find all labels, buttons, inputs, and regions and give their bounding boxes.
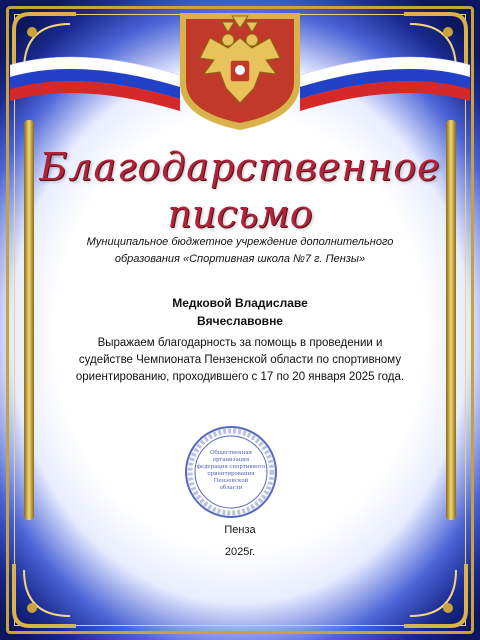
seal-text-line: области <box>219 485 243 491</box>
coat-of-arms-icon <box>170 8 310 133</box>
city-label: Пенза <box>224 524 256 536</box>
certificate-title-line1: Благодарственное <box>39 145 441 189</box>
recipient-name-line1: Медковой Владиславе <box>172 296 308 310</box>
corner-ornament <box>400 560 470 630</box>
seal-text-line: организация <box>212 457 250 463</box>
round-stamp-icon <box>183 424 279 520</box>
recipient-name-line2: Вячеславовне <box>197 314 283 328</box>
seal-text-line: федерация спортивного <box>196 464 266 470</box>
organization-name: Муниципальное бюджетное учреждение дополнительного образования «Спортивная школа №7 г. Пензы» <box>86 236 394 265</box>
recipient-name <box>100 294 380 330</box>
seal-text-line: ориентирования <box>207 471 255 477</box>
seal-text-line: Пензенской <box>213 478 249 484</box>
gratitude-message: Выражаем благодарность за помощь в проведении и судействе Чемпионата Пензенской области по спортивному ориентированию, проходившего с 17 по 20 января 2025 года. <box>75 337 405 383</box>
year-label: 2025г. <box>224 546 256 558</box>
certificate-title-line2: письмо <box>167 192 313 236</box>
corner-ornament <box>10 560 80 630</box>
seal-text-line: Общественная <box>210 450 252 456</box>
